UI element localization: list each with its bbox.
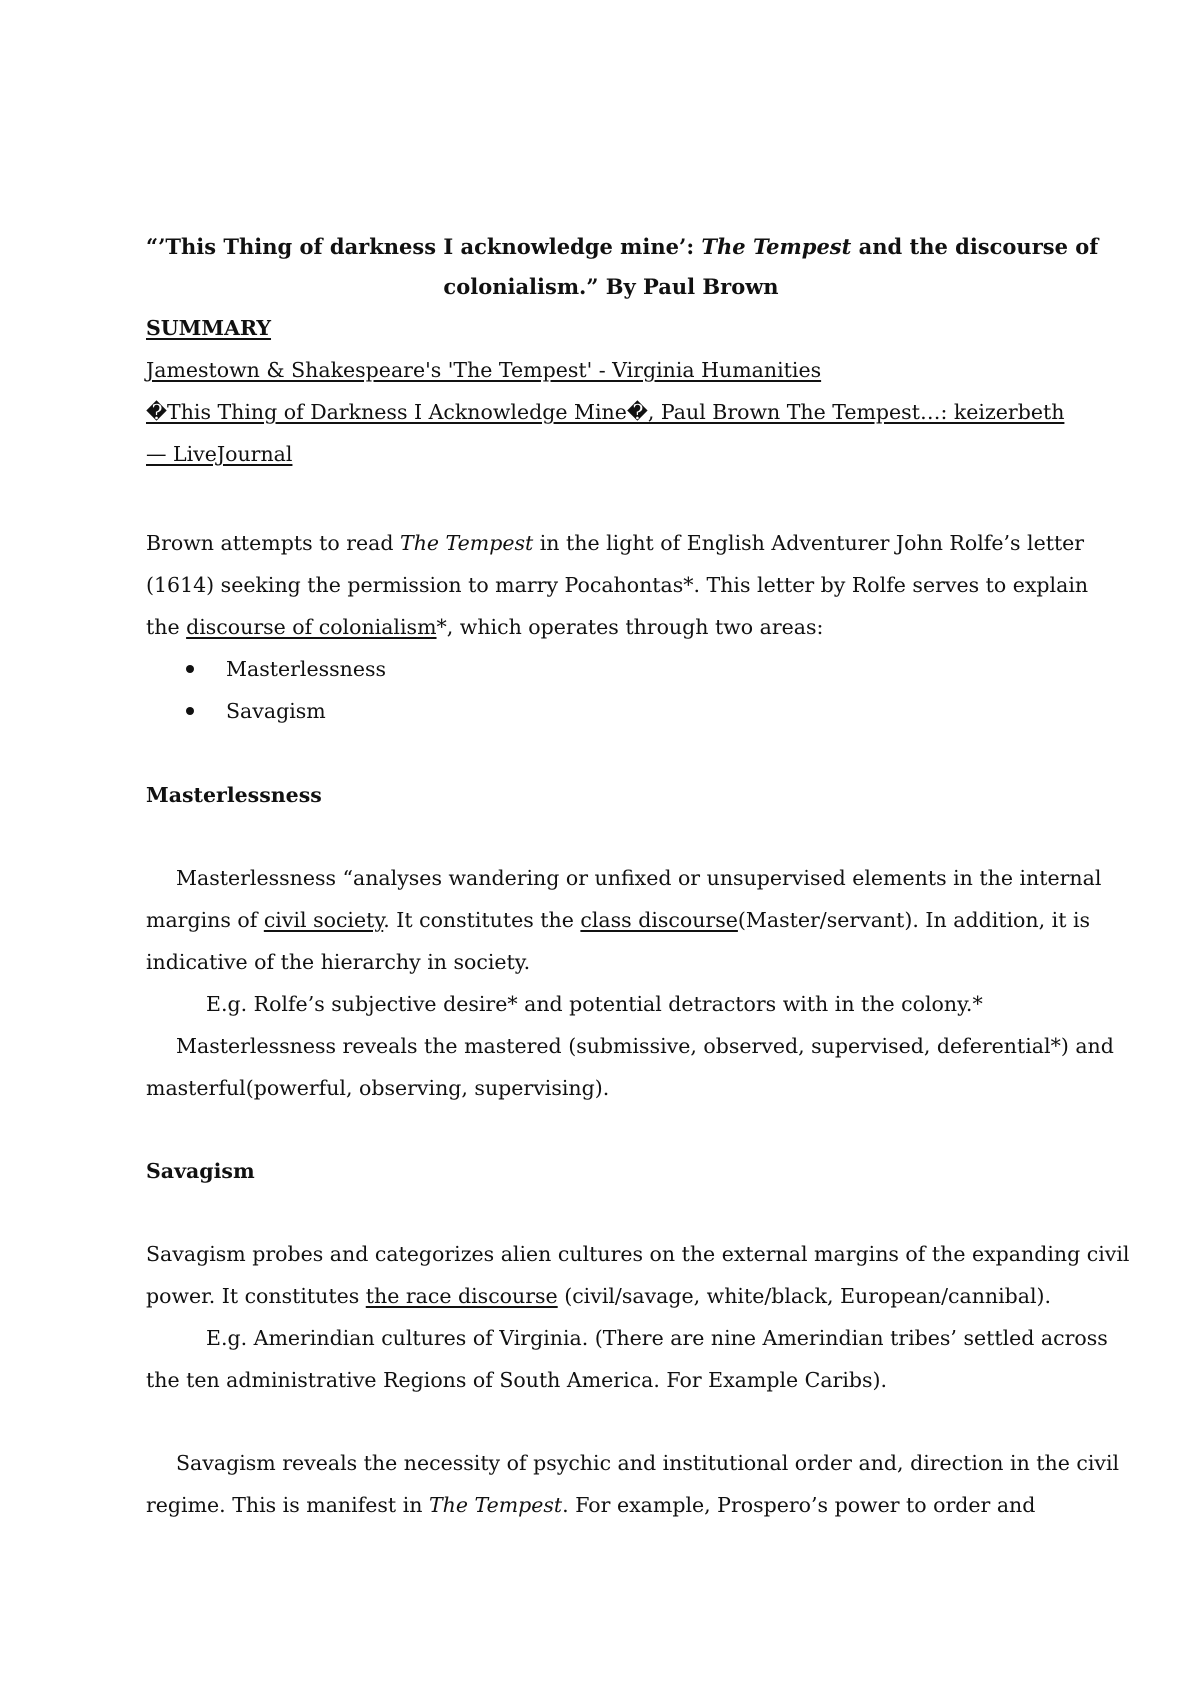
summary-link-livejournal-line-1[interactable]: �This Thing of Darkness I Acknowledge Mine�, Paul Brown The Tempest…: keizerbeth [146,400,1065,424]
savagism-paragraph-2 [146,1442,1120,1526]
masterlessness-line-3: indicative of the hierarchy in society. [146,950,531,974]
document-title-line-1 [146,225,1099,268]
masterlessness-line-1: Masterlessness “analyses wandering or unfixed or unsupervised elements in the internal [176,866,1102,890]
intro-underlined-text: discourse of colonialism [186,615,437,639]
underlined-text: the race discourse [365,1284,558,1308]
intro-text: in the light of English Adventurer John Rolfe’s letter [533,531,1085,555]
intro-italic-text: The Tempest [400,531,534,555]
summary-heading: SUMMARY [146,316,272,340]
document-title-line-2 [146,265,1076,308]
savagism-line-6 [146,1484,1076,1526]
masterlessness-line-5: Masterlessness reveals the mastered (submissive, observed, supervised, deferential*) and [176,1034,1114,1058]
savagism-line-1: Savagism probes and categorizes alien cultures on the external margins of the expanding civil [146,1242,1130,1266]
masterlessness-example: E.g. Rolfe’s subjective desire* and potential detractors with in the colony.* [206,992,983,1016]
summary-section [146,307,1076,475]
intro-text: *, which operates through two areas: [436,615,824,639]
underlined-text: class discourse [580,908,738,932]
paragraph-text: . For example, Prospero’s power to order and [562,1493,1036,1517]
italic-text: The Tempest [428,1493,563,1517]
title-text-a: “’This Thing of darkness I acknowledge mine’: [146,234,702,259]
paragraph-text: (Master/servant). In addition, it is [737,908,1091,932]
underlined-text: civil society [263,908,384,932]
paragraph-text: . It constitutes the [383,908,581,932]
bullet-icon [186,665,194,673]
summary-link-livejournal-line-2[interactable]: — LiveJournal [146,442,293,466]
paragraph-text: regime. This is manifest in [146,1493,429,1517]
masterlessness-heading: Masterlessness [146,783,322,807]
paragraph-text: (civil/savage, white/black, European/cannibal). [557,1284,1052,1308]
masterlessness-line-2 [146,899,1091,941]
masterlessness-line-6: masterful(powerful, observing, supervising). [146,1076,610,1100]
savagism-heading: Savagism [146,1159,255,1183]
savagism-line-4: the ten administrative Regions of South America. For Example Caribs). [146,1368,888,1392]
savagism-line-2 [146,1275,1076,1317]
title-text-b: and the discourse of [851,234,1099,259]
title-italic-text: The Tempest [701,234,852,259]
intro-text: Brown attempts to read [146,531,401,555]
title-text-line-2: colonialism.” By Paul Brown [443,274,779,299]
savagism-paragraph-1 [146,1233,1130,1401]
bullet-list-item [146,648,1076,690]
savagism-line-5: Savagism reveals the necessity of psychic and institutional order and, direction in the civil [176,1451,1120,1475]
bullet-label: Savagism [226,699,326,723]
intro-line-1 [146,522,1085,564]
masterlessness-paragraph [146,857,1114,1109]
paragraph-text: margins of [146,908,264,932]
intro-paragraph [146,522,1089,732]
intro-line-3 [146,606,1076,648]
summary-link-virginia-humanities[interactable]: Jamestown & Shakespeare's 'The Tempest' - Virginia Humanities [146,358,822,382]
bullet-list-item [146,690,1076,732]
intro-text: the [146,615,187,639]
bullet-icon [186,707,194,715]
bullet-label: Masterlessness [226,657,387,681]
intro-line-2: (1614) seeking the permission to marry Pocahontas*. This letter by Rolfe serves to explain [146,573,1089,597]
paragraph-text: power. It constitutes [146,1284,366,1308]
savagism-example: E.g. Amerindian cultures of Virginia. (There are nine Amerindian tribes’ settled across [206,1326,1108,1350]
